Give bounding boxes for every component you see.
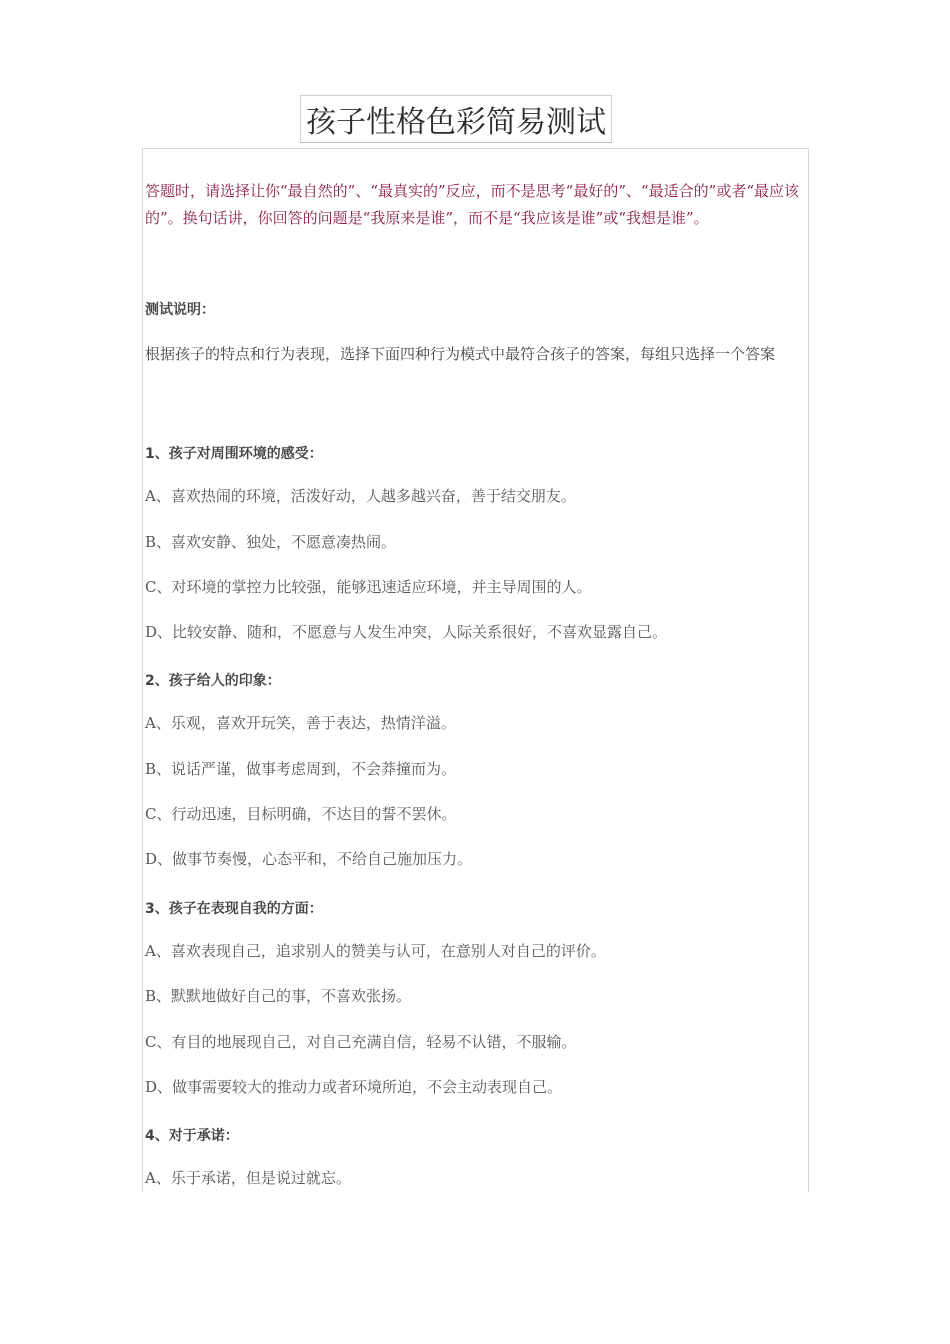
option-item: D、做事节奏慢，心态平和，不给自己施加压力。	[145, 850, 473, 868]
question-heading: 1、孩子对周围环境的感受：	[145, 446, 323, 462]
option-item: A、乐于承诺，但是说过就忘。	[145, 1169, 351, 1187]
instructions-paragraph: 根据孩子的特点和行为表现，选择下面四种行为模式中最符合孩子的答案，每组只选择一个答案	[145, 345, 776, 363]
question-heading: 3、孩子在表现自我的方面：	[145, 901, 323, 917]
option-item: A、乐观，喜欢开玩笑，善于表达，热情洋溢。	[145, 714, 456, 732]
option-item: A、喜欢热闹的环境，活泼好动，人越多越兴奋，善于结交朋友。	[145, 487, 576, 505]
option-item: C、有目的地展现自己，对自己充满自信，轻易不认错，不服输。	[145, 1033, 577, 1051]
option-item: D、做事需要较大的推动力或者环境所迫，不会主动表现自己。	[145, 1078, 563, 1096]
question-heading: 2、孩子给人的印象：	[145, 673, 281, 689]
notice-paragraph: 答题时，请选择让你“最自然的”、“最真实的”反应，而不是思考“最好的”、“最适合的”或者“最应该的”。换句话讲，你回答的问题是“我原来是谁”，而不是“我应该是谁”或“我想是谁”。	[145, 182, 800, 227]
option-item: C、对环境的掌控力比较强，能够迅速适应环境，并主导周围的人。	[145, 578, 592, 596]
option-item: B、说话严谨，做事考虑周到，不会莽撞而为。	[145, 760, 457, 778]
instructions-label: 测试说明：	[145, 302, 215, 318]
option-item: A、喜欢表现自己，追求别人的赞美与认可，在意别人对自己的评价。	[145, 942, 606, 960]
option-item: C、行动迅速，目标明确，不达目的誓不罢休。	[145, 805, 457, 823]
option-item: B、喜欢安静、独处，不愿意凑热闹。	[145, 533, 397, 551]
page-title: 孩子性格色彩简易测试	[306, 105, 606, 140]
option-item: B、默默地做好自己的事，不喜欢张扬。	[145, 987, 412, 1005]
title-box	[300, 95, 612, 143]
question-heading: 4、对于承诺：	[145, 1128, 239, 1144]
option-item: D、比较安静、随和，不愿意与人发生冲突，人际关系很好，不喜欢显露自己。	[145, 623, 668, 641]
